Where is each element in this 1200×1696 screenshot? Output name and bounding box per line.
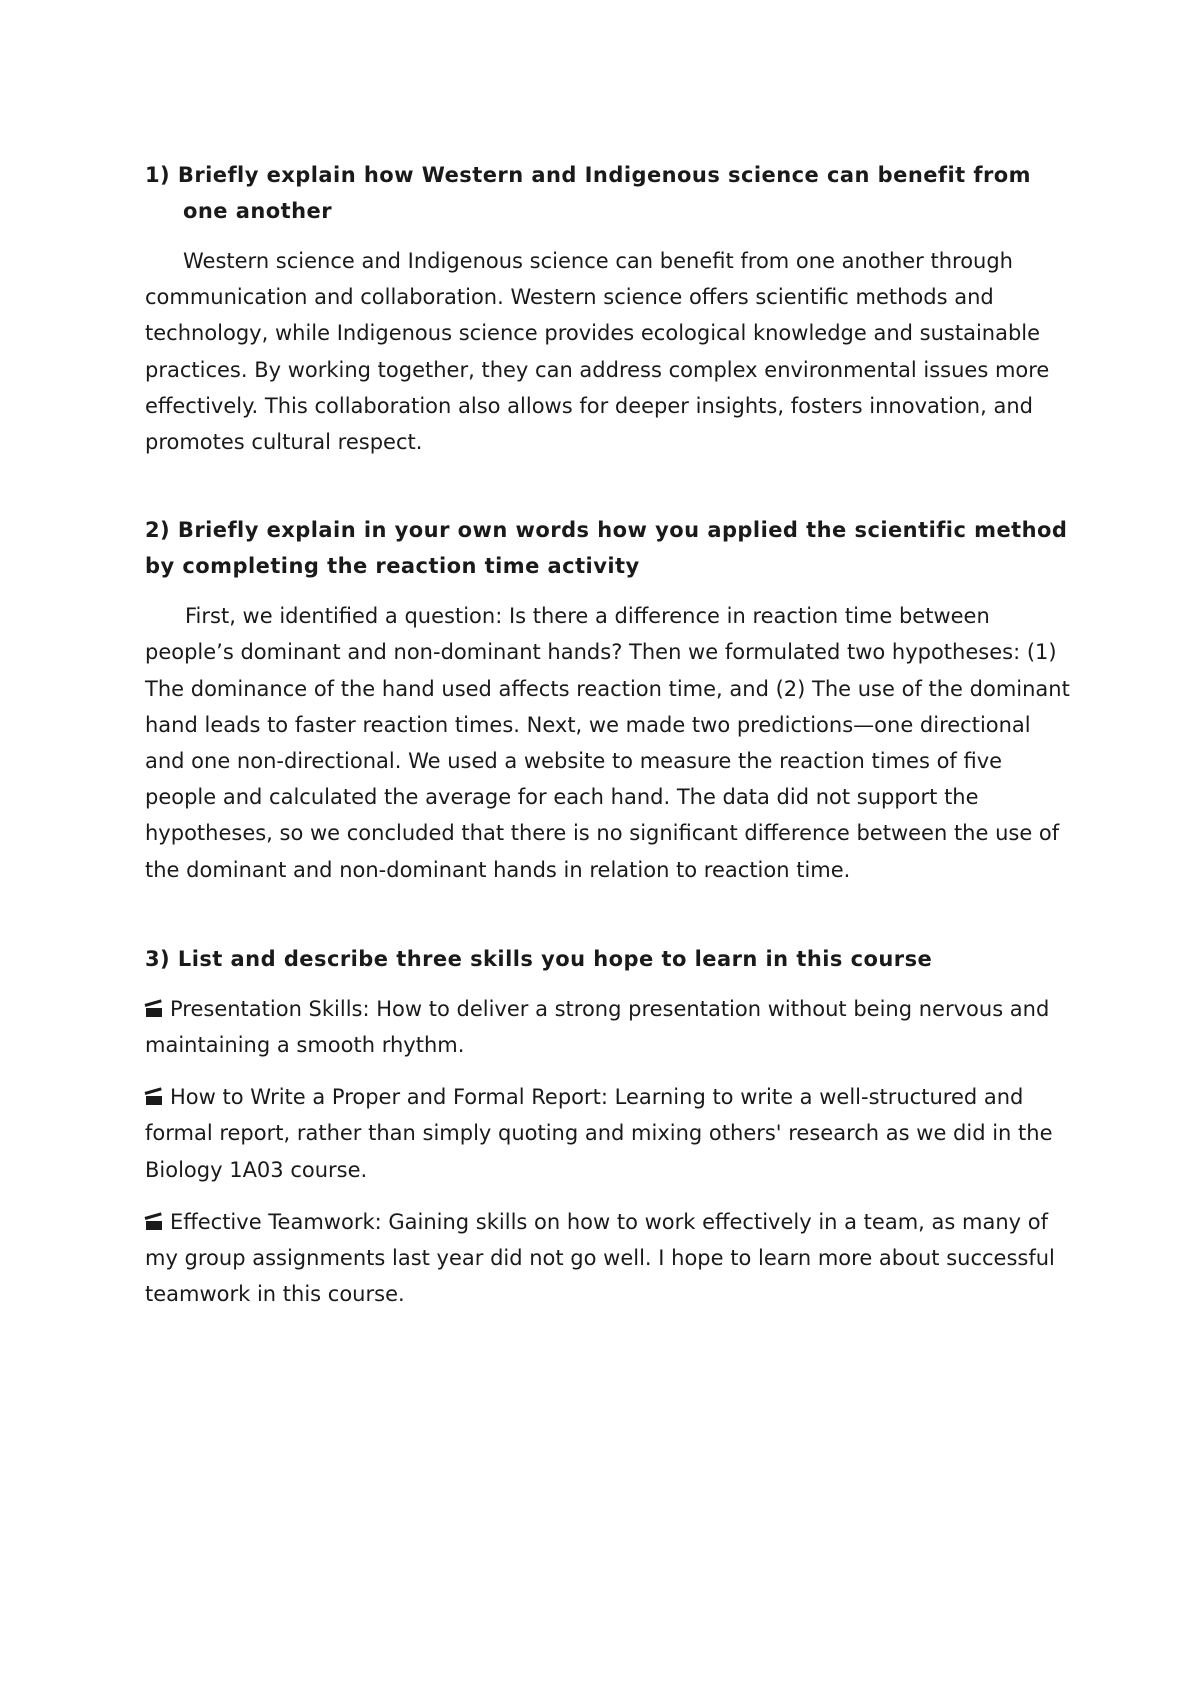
- question-2-answer: First, we identified a question: Is there a difference in reaction time between people’s dominant and non-dominant hands? Then we formulated two hypotheses: (1) The dominance of the hand used affects reaction time, and (2) The use of the dominant hand leads to faster reaction times. Next, we made two predictions—one directional and one non-directional. We used a website to measure the reaction times of five people and calculated the average for each hand. The data did not support the hypotheses, so we concluded that there is no significant difference between the use of the dominant and non-dominant hands in relation to reaction time.: [145, 604, 1070, 882]
- question-1-answer: Western science and Indigenous science can benefit from one another through communication and collaboration. Western science offers scientific methods and technology, while Indigenous science provides ecological knowledge and sustainable practices. By working together, they can address complex environmental issues more effectively. This collaboration also allows for deeper insights, fosters innovation, and promotes cultural respect.: [145, 249, 1050, 455]
- question-2-title: 2) Briefly explain in your own words how you applied the scientific method by completing the reaction time activity: [145, 518, 1068, 579]
- skill-item-text: Effective Teamwork: Gaining skills on how to work effectively in a team, as many of my group assignments last year did not go well. I hope to learn more about successful teamwork in this course.: [145, 1209, 1055, 1307]
- skill-item: [145, 1079, 1070, 1188]
- clapperboard-icon: [145, 1003, 163, 1017]
- document-page: [145, 157, 1070, 1312]
- question-2: [145, 512, 1070, 888]
- clapperboard-icon: [145, 1216, 163, 1230]
- skill-item-text: How to Write a Proper and Formal Report: Learning to write a well-structured and formal report, rather than simply quoting and mixing others' research as we did in the Biology 1A03 course.: [145, 1085, 1053, 1182]
- skill-item: [145, 991, 1070, 1063]
- clapperboard-icon: [145, 1091, 163, 1105]
- question-3: [145, 941, 1070, 1313]
- question-3-title: 3) List and describe three skills you hope to learn in this course: [145, 946, 933, 971]
- skill-item: [145, 1204, 1070, 1313]
- question-1: [145, 157, 1070, 460]
- skill-item-text: Presentation Skills: How to deliver a strong presentation without being nervous and maintaining a smooth rhythm.: [145, 996, 1050, 1058]
- question-1-title: 1) Briefly explain how Western and Indigenous science can benefit from one another: [145, 163, 1031, 223]
